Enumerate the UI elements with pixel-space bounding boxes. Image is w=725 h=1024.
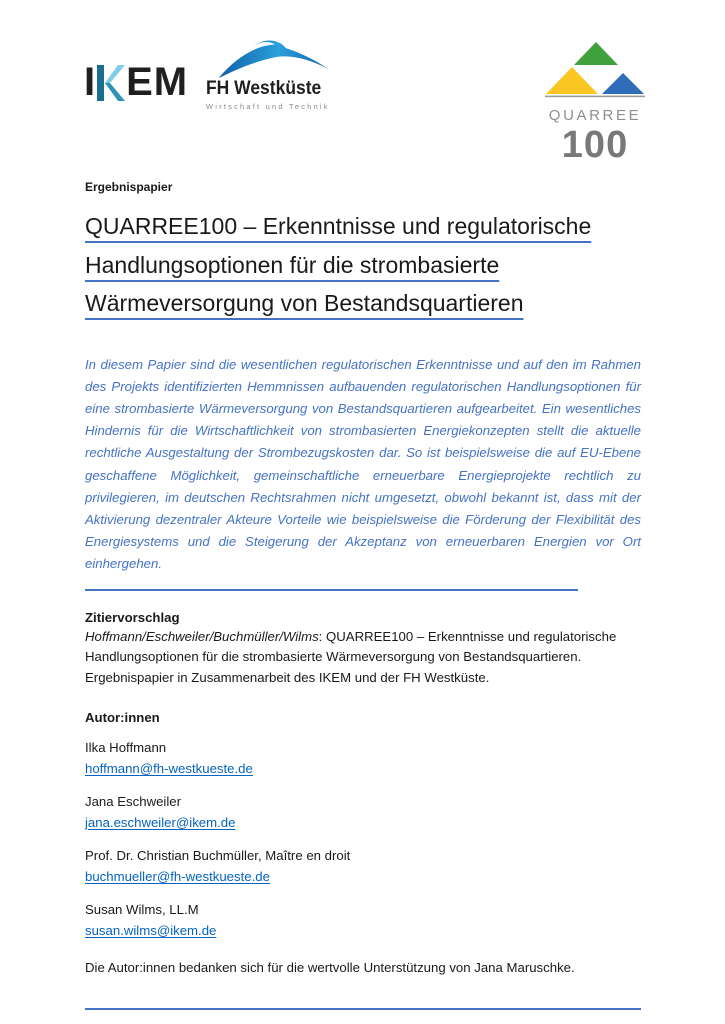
author-name: Jana Eschweiler <box>85 794 182 810</box>
footer-divider-line <box>85 1008 641 1010</box>
ikem-logo-text-left: I <box>84 60 97 104</box>
fh-westkueste-logo <box>206 40 341 111</box>
author-name: Prof. Dr. Christian Buchmüller, Maître en droit <box>85 848 351 864</box>
author-email-link[interactable]: jana.eschweiler@ikem.de <box>85 814 236 830</box>
document-title <box>85 207 641 323</box>
author-entry <box>85 738 641 779</box>
wave-icon <box>213 40 335 80</box>
author-name: Susan Wilms, LL.M <box>85 902 199 918</box>
quarree100-triangles-icon <box>545 38 645 98</box>
document-type-label: Ergebnispapier <box>85 180 173 194</box>
author-name: Ilka Hoffmann <box>85 740 167 756</box>
abstract-paragraph: In diesem Papier sind die wesentlichen regulatorischen Erkenntnisse und auf den im Rahmen des Projekts identifizierten Hemmnissen aufbauenden regulatorischen Handlungsoptionen für eine strombasierte Wärmeversorgung von Bestandsquartieren aufgearbeitet. Ein wesentliches Hindernis für die Wirtschaftlichkeit von strombasierten Energiekonzepten stellt die aktuelle rechtliche Ausgestaltung der Strombezugskosten dar. So ist beispielsweise die auf EU-Ebene geschaffene Möglichkeit, gemeinschaftliche erneuerbare Energieprojekte rechtlich zu privilegieren, im deutschen Rechtsrahmen nicht umgesetzt, obwohl bekannt ist, dass mit der Aktivierung dezentraler Akteure Vorteile wie beispielsweise die Förderung der Flexibilität des Energiesystems und die Steigerung der Akzeptanz von erneuerbaren Energien vor Ort einhergehen. <box>85 356 641 572</box>
ikem-logo-text-right: EM <box>126 60 189 104</box>
citation-paragraph <box>85 627 641 689</box>
ikem-k-icon <box>97 65 125 101</box>
acknowledgment-text: Die Autor:innen bedanken sich für die wertvolle Unterstützung von Jana Maruschke. <box>85 960 575 976</box>
author-entry <box>85 846 641 887</box>
title-line-1: QUARREE100 – Erkenntnisse und regulatorische <box>85 213 592 239</box>
abstract-divider-line <box>85 589 578 591</box>
author-email-link[interactable]: buchmueller@fh-westkueste.de <box>85 868 270 884</box>
logo-header <box>0 0 725 166</box>
document-content <box>85 180 641 979</box>
citation-text: : QUARREE100 – Erkenntnisse und regulatorische Handlungsoptionen für die strombasierte Wärmeversorgung von Bestandsquartieren. Ergebnispapier in Zusammenarbeit des IKEM und der FH Westküste. <box>85 628 617 685</box>
citation-heading: Zitiervorschlag <box>85 609 180 625</box>
quarree100-logo-word: QUARREE <box>548 107 642 124</box>
title-line-3: Wärmeversorgung von Bestandsquartieren <box>85 290 524 316</box>
author-email-link[interactable]: susan.wilms@ikem.de <box>85 922 217 938</box>
title-line-2: Handlungsoptionen für die strombasierte <box>85 251 500 278</box>
ikem-logo <box>84 60 188 105</box>
author-entry <box>85 900 641 941</box>
fh-westkueste-logo-tagline: Wirtschaft und Technik <box>206 102 330 111</box>
authors-heading: Autor:innen <box>85 710 160 726</box>
citation-authors: Hoffmann/Eschweiler/Buchmüller/Wilms <box>85 628 319 644</box>
author-email-link[interactable]: hoffmann@fh-westkueste.de <box>85 760 253 776</box>
quarree100-logo-number: 100 <box>561 124 629 166</box>
quarree100-logo <box>545 38 645 164</box>
author-entry <box>85 792 641 833</box>
fh-westkueste-logo-name: FH Westküste <box>206 78 322 99</box>
